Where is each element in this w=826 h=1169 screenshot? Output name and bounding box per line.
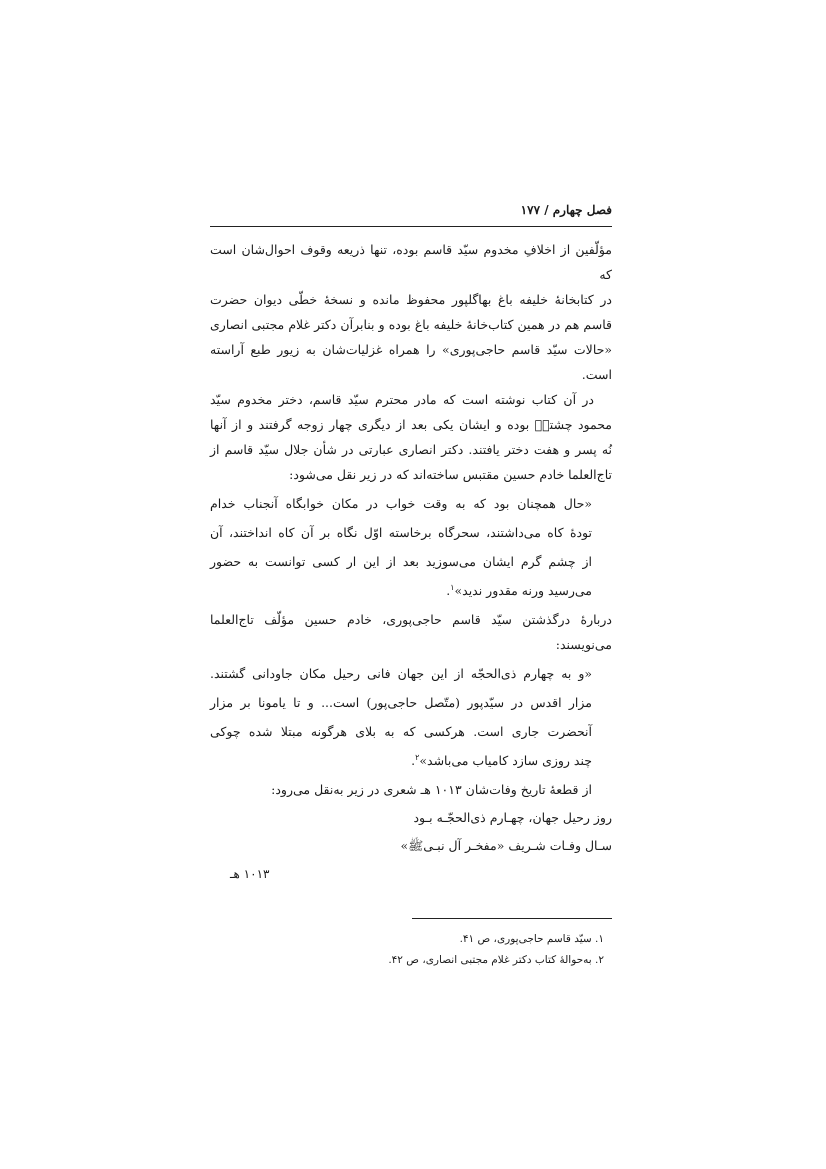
quote-text: چند روزی سازد کامیاب می‌باشد»	[419, 753, 592, 768]
text-line: قاسم هم در همین کتاب‌خانهٔ خلیفه باغ بوده و بنابرآن دکتر غلام مجتبی انصاری	[210, 317, 612, 332]
paragraph-1	[210, 237, 612, 387]
verse-year: ۱۰۱۳ هـ	[230, 867, 270, 881]
quote-line: مزار اقدس در سیّدپور (متّصل حاجی‌پور) است... و تا یامونا بر مزار	[210, 695, 592, 710]
quote-end: .	[446, 583, 451, 598]
text-line: مؤلّفین از اخلافِ مخدوم سیّد قاسم بوده، تنها ذریعه وقوف احوال‌شان است که	[210, 242, 612, 282]
running-head: فصل چهارم / ۱۷۷	[210, 200, 612, 227]
footnote-ref-1[interactable]: ۱	[450, 582, 455, 592]
verse-hemistich-1: روز رحیل جهان، چهـارم ذی‌الحجّـه بـود	[413, 810, 612, 825]
quote-line: «و به چهارم ذی‌الحجّه از این جهان فانی رحیل مکان جاودانی گشتند.	[210, 666, 592, 681]
paragraph-2	[210, 387, 612, 487]
text-line: تاج‌العلما خادم حسین مقتبس ساخته‌اند که در زیر نقل می‌شود:	[289, 467, 612, 482]
footnote-ref-2[interactable]: ۲	[415, 752, 420, 762]
text-line: «حالات سیّد قاسم حاجی‌پوری» را همراه غزلیات‌شان به زیور طبع آراسته است.	[210, 342, 612, 382]
text-line: در آن کتاب نوشته است که مادر محترم سیّد قاسم، دختر مخدوم سیّد	[210, 392, 594, 407]
footnotes	[210, 929, 612, 971]
chronogram-intro: از قطعهٔ تاریخ وفات‌شان ۱۰۱۳ هـ شعری در زیر به‌نقل می‌رود:	[271, 782, 592, 797]
quote-line: از چشم گرم ایشان می‌سوزید بعد از این ار کسی توانست به حضور	[210, 554, 592, 569]
footnote-2: ۲. به‌حوالهٔ کتاب دکتر غلام مجتبی انصاری، ص ۴۲.	[388, 954, 604, 966]
footnote-1: ۱. سیّد قاسم حاجی‌پوری، ص ۴۱.	[459, 933, 604, 945]
verse-hemistich-2: سـال وفـات شـریف «مفخـر آل نبـیﷺ»	[400, 838, 612, 853]
quote-line: تودهٔ کاه می‌داشتند، سحرگاه برخاسته اوّل نگاه بر آن کاه انداختند، آن	[210, 525, 592, 540]
block-quote-2	[210, 659, 592, 775]
quote-text: می‌رسید ورنه مقدور ندید»	[454, 583, 592, 598]
chronogram-verse	[210, 804, 612, 888]
quote-line-last	[210, 576, 592, 605]
quote-line: آنحضرت جاری است. هرکسی که به بلای هرگونه مبتلا شده چوکی	[210, 724, 592, 739]
footnote-divider	[412, 918, 612, 919]
text-line: دربارهٔ درگذشتن سیّد قاسم حاجی‌پوری، خادم حسین مؤلّف تاج‌العلما	[210, 612, 612, 627]
paragraph-3	[210, 607, 612, 657]
text-line: می‌نویسند:	[555, 637, 612, 652]
block-quote-1	[210, 489, 592, 605]
book-page	[210, 200, 612, 971]
quote-end: .	[411, 753, 416, 768]
quote-line-last	[210, 746, 592, 775]
text-line: نُه پسر و هفت دختر یافتند. دکتر انصاری عبارتی در شأن جلال سیّد قاسم از	[210, 442, 612, 457]
text-line: محمود چشتیؒ بوده و ایشان یکی بعد از دیگری چهار زوجه گرفتند و از آنها	[210, 417, 612, 432]
text-line: در کتابخانهٔ خلیفه باغ بهاگلپور محفوظ مانده و نسخهٔ خطّی دیوان حضرت	[210, 292, 612, 307]
quote-line: «حال همچنان بود که به وقت خواب در مکان خوابگاه آنجناب خدام	[210, 496, 592, 511]
